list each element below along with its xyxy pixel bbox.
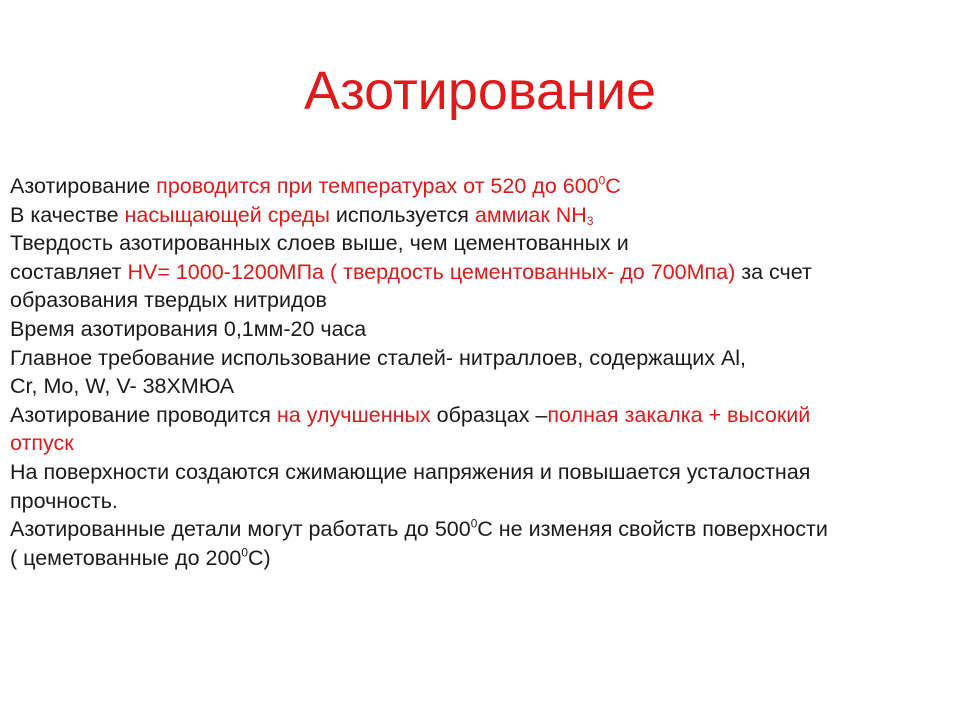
highlighted-text: проводится при температурах от 520 до 600: [156, 174, 599, 198]
body-text: Азотирование проводится: [10, 402, 277, 427]
body-text: прочность.: [10, 488, 118, 513]
highlighted-text: насыщающей среды: [124, 202, 330, 227]
body-line: [10, 487, 950, 516]
body-text: Азотирование: [10, 174, 157, 198]
body-line: [10, 515, 950, 544]
body-line: [10, 258, 950, 287]
body-text: за счет: [735, 259, 812, 284]
body-line: [10, 372, 950, 401]
body-text: На поверхности создаются сжимающие напряжения и повышается усталостная: [10, 459, 811, 484]
body-text: используется: [329, 202, 475, 227]
slide-body: [10, 172, 950, 572]
body-line: [10, 429, 950, 458]
body-line: [10, 458, 950, 487]
body-text: образцах –: [430, 402, 548, 427]
body-line: [10, 344, 950, 373]
superscript-text: 0: [598, 173, 606, 188]
body-text: Азотированные детали могут работать до 500: [10, 517, 471, 542]
highlighted-text: аммиак NH: [474, 202, 587, 227]
body-text: С не изменяя свойств поверхности: [477, 517, 828, 542]
body-line: [10, 229, 950, 258]
highlighted-text: полная закалка + высокий: [547, 402, 811, 427]
body-line: [10, 315, 950, 344]
body-line: [10, 544, 950, 573]
slide-title: Азотирование: [303, 61, 657, 121]
body-line: [10, 172, 950, 201]
highlighted-text: на улучшенных: [276, 402, 431, 427]
body-text: Твердость азотированных слоев выше, чем цементованных и: [10, 231, 629, 256]
body-text: ( цеметованные до 200: [10, 545, 242, 570]
body-text: Время азотирования 0,1мм-20 часа: [10, 316, 367, 341]
body-text: Cr, Mo, W, V- 38ХМЮА: [10, 374, 235, 399]
body-text: составляет: [10, 259, 128, 284]
highlighted-text: С: [605, 174, 621, 198]
body-text: С): [247, 545, 271, 570]
subscript-text: 3: [586, 213, 594, 228]
highlighted-text: HV= 1000-1200МПа ( твердость цементованных- до 700Мпа): [127, 259, 736, 284]
superscript-text: 0: [241, 545, 248, 560]
body-line: [10, 286, 950, 315]
body-line: [10, 401, 950, 430]
body-text: Главное требование использование сталей- нитраллоев, содержащих Al,: [10, 345, 747, 370]
body-text: образования твердых нитридов: [10, 288, 327, 313]
superscript-text: 0: [470, 516, 478, 531]
highlighted-text: отпуск: [10, 431, 74, 456]
body-line: [10, 201, 950, 230]
body-text: В качестве: [10, 202, 125, 227]
